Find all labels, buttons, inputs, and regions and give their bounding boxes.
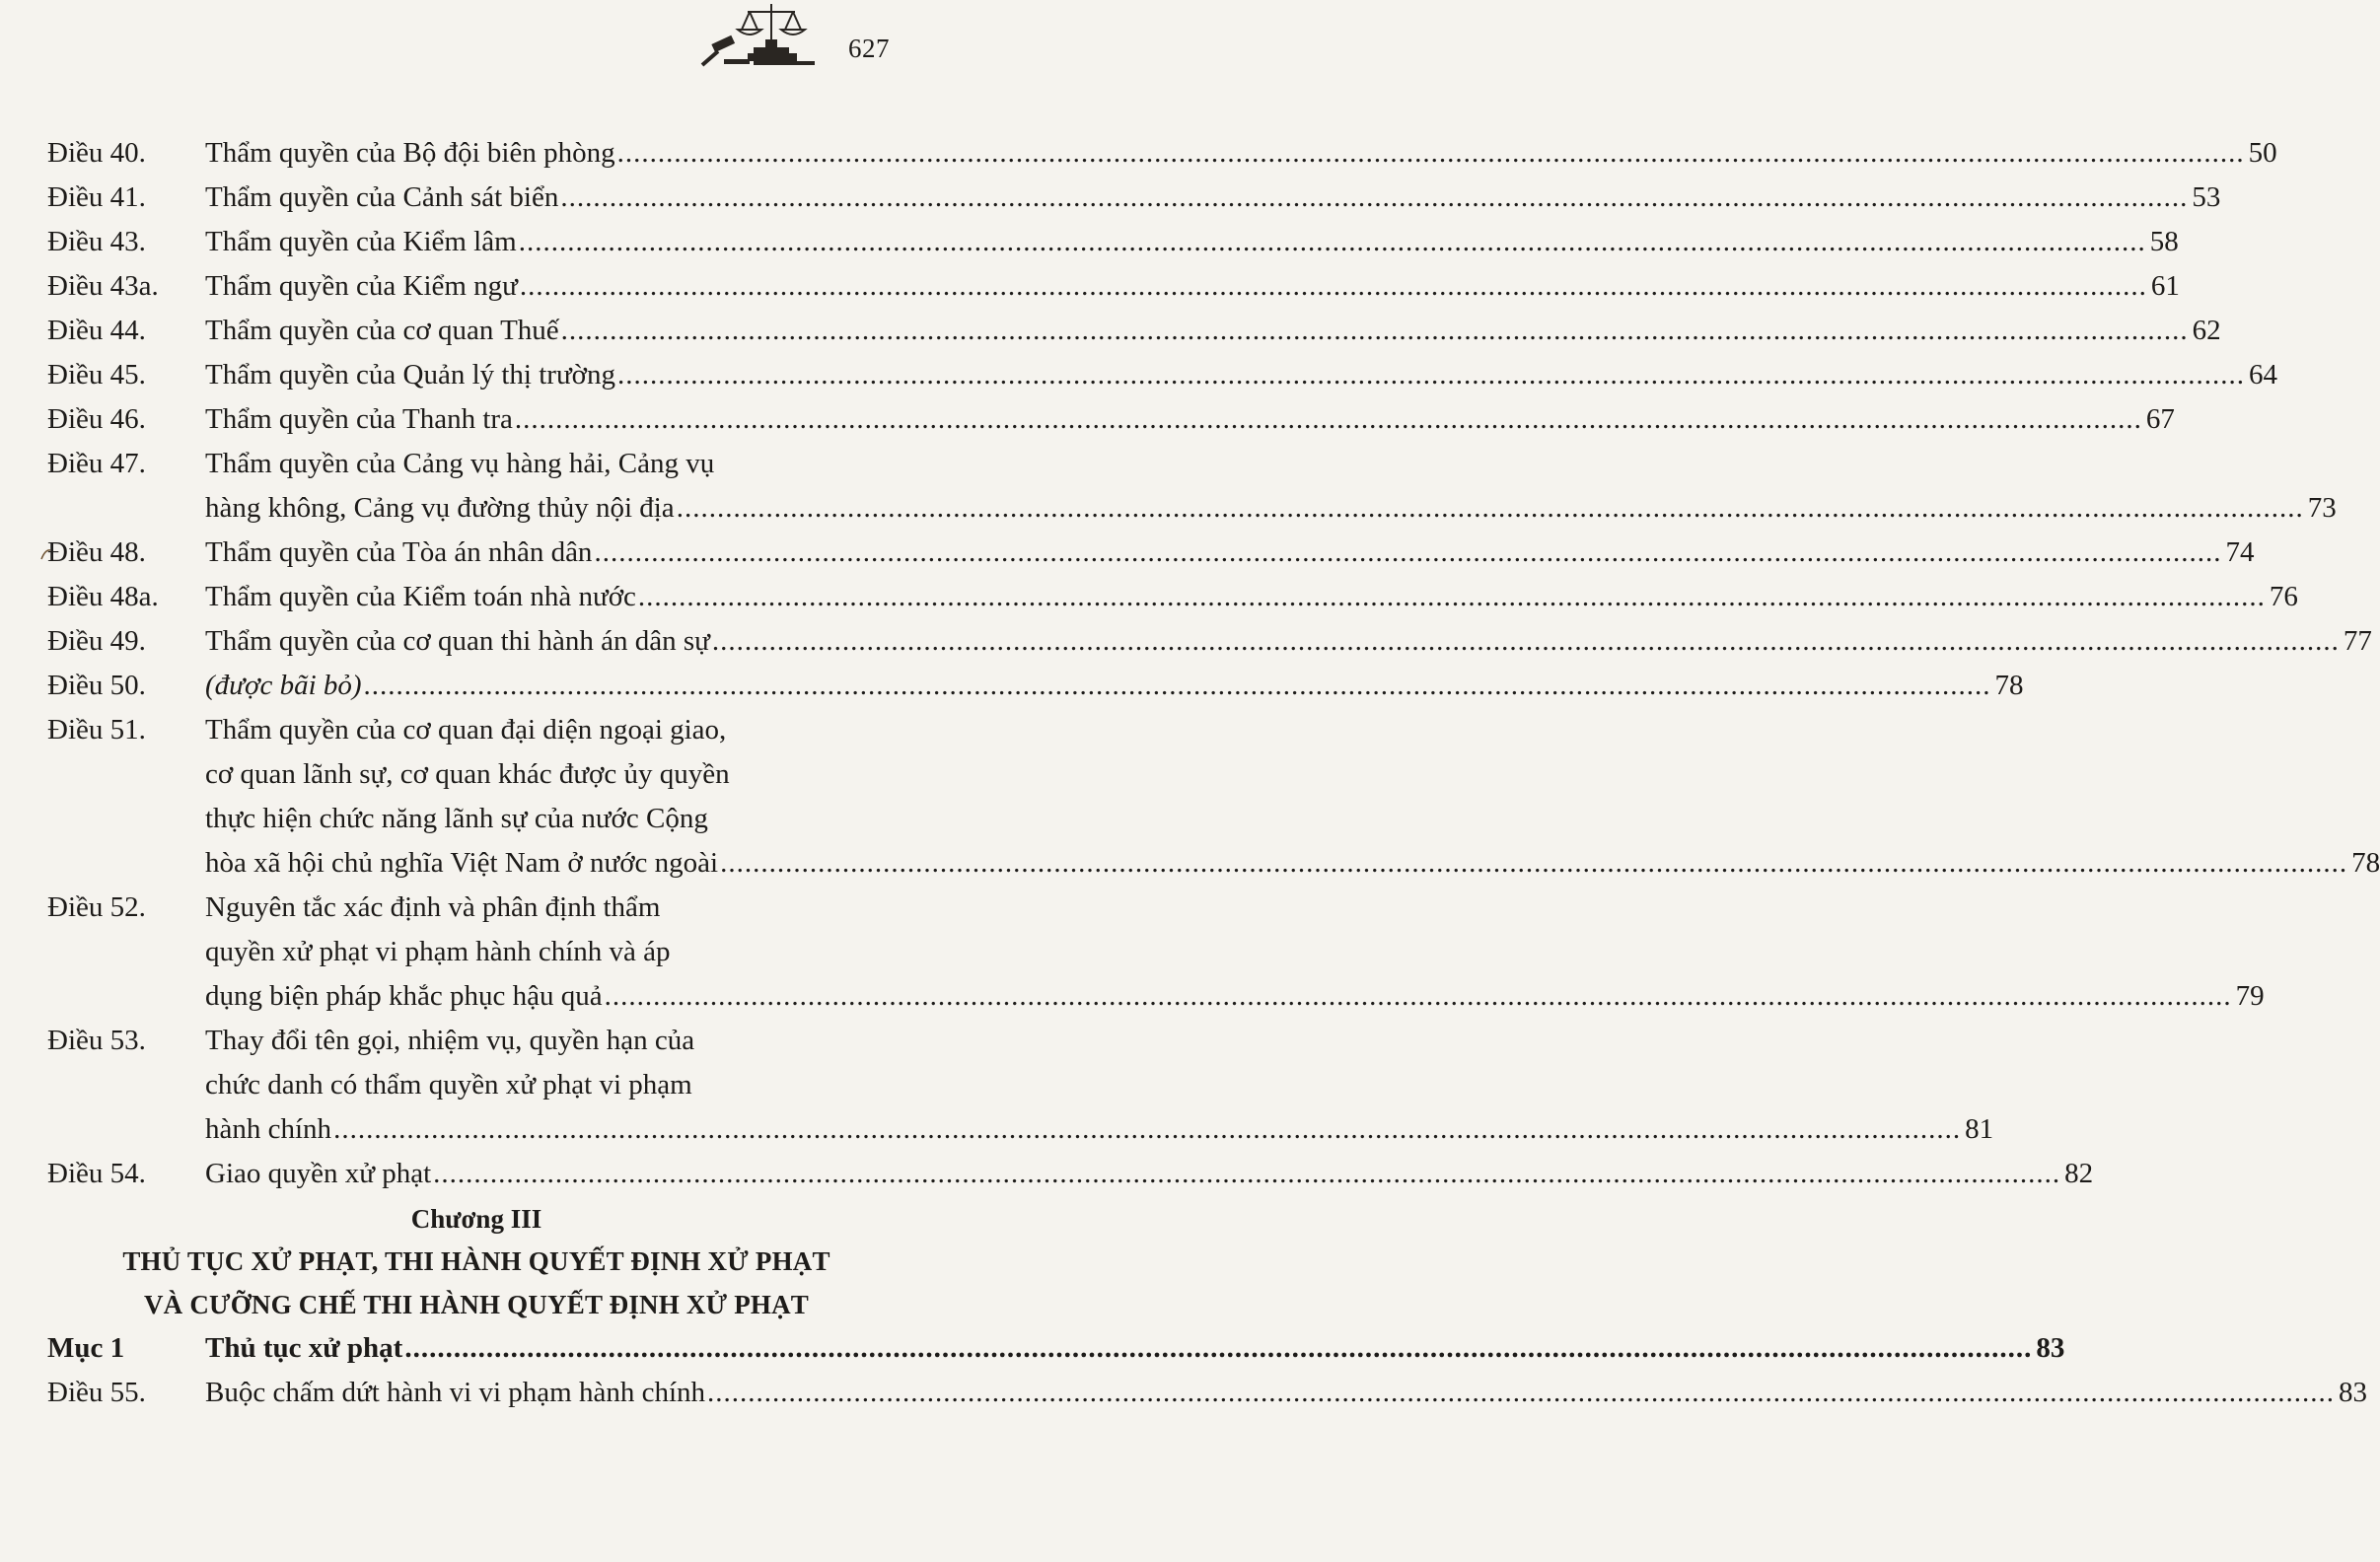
article-entry [205,353,2278,397]
page-ref: 50 [2248,137,2277,169]
chapter-heading: Chương III [410,1204,542,1234]
dot-leader: ........................................................................................................................................................................................................ [363,670,1991,701]
toc-entry-row [47,531,2255,575]
article-entry [205,397,2175,442]
dot-leader: ........................................................................................................................................................................................................ [707,1377,2336,1408]
page-ref: 81 [1965,1113,1994,1145]
article-title-line: Thẩm quyền của Bộ đội biên phòng [205,137,615,169]
dot-leader: ........................................................................................................................................................................................................ [333,1113,1962,1145]
toc-entry-row [47,220,2179,264]
toc-entry-row [47,397,2175,442]
toc-entry-row [47,176,2221,220]
article-label: Điều 53. [47,1025,146,1056]
chapter-title-line: THỦ TỤC XỬ PHẠT, THI HÀNH QUYẾT ĐỊNH XỬ PHẠT [122,1246,830,1276]
dot-leader: ........................................................................................................................................................................................................ [711,625,2340,657]
article-title-line: Nguyên tắc xác định và phân định thẩm [205,891,661,923]
article-label: Điều 47. [47,448,146,479]
article-title-line: Thẩm quyền của Quản lý thị trường [205,359,616,390]
article-title-line: hàng không, Cảng vụ đường thủy nội địa [205,492,675,524]
page-ref: 77 [2343,625,2372,657]
article-label: Điều 45. [47,359,146,390]
article-title-line: dụng biện pháp khắc phục hậu quả [205,980,603,1012]
article-label: Điều 52. [47,891,146,923]
section-entry [205,1326,2065,1371]
page-ref: 78 [1994,670,2024,701]
page-ref: 58 [2149,226,2179,257]
article-title-line: Thẩm quyền của Tòa án nhân dân [205,536,593,568]
article-label: Điều 51. [47,714,146,746]
article-title-line: (được bãi bỏ) [205,670,362,701]
article-title-line: quyền xử phạt vi phạm hành chính và áp [205,936,671,967]
dot-leader: ........................................................................................................................................................................................................ [594,536,2222,568]
article-title-line: Thẩm quyền của Kiểm toán nhà nước [205,581,636,612]
toc-entry-row [47,664,2024,708]
article-title-line: Thẩm quyền của Cảng vụ hàng hải, Cảng vụ [205,448,715,479]
page-ref: 83 [2339,1377,2368,1408]
toc-entry-row [47,619,2372,664]
article-title-line: Thẩm quyền của Thanh tra [205,403,513,435]
toc-entry-row [47,886,2265,1019]
toc-entry-row [47,442,2337,531]
page-ref: 82 [2064,1158,2094,1189]
dot-leader: ........................................................................................................................................................................................................ [518,226,2146,257]
article-label: Điều 44. [47,315,146,346]
article-label: Điều 48a. [47,581,159,612]
article-title-line: Thẩm quyền của cơ quan thi hành án dân sự [205,625,710,657]
article-entry [205,664,2024,708]
toc-entry-row [47,1019,1994,1152]
article-entry [205,220,2179,264]
toc-entry-row [47,708,2380,886]
article-entry [205,708,2380,886]
article-title-line: Thay đổi tên gọi, nhiệm vụ, quyền hạn của [205,1025,695,1056]
article-entry [205,264,2180,309]
toc-entry-row [47,264,2180,309]
article-title-line: Thẩm quyền của Kiểm lâm [205,226,517,257]
scales-of-justice-gavel-icon [694,0,829,75]
article-entry [205,442,2337,531]
dot-leader: ........................................................................................................................................................................................................ [519,270,2147,302]
article-title-line: Buộc chấm dứt hành vi vi phạm hành chính [205,1377,706,1408]
article-label: Điều 55. [47,1377,146,1408]
dot-leader: ........................................................................................................................................................................................................ [604,980,2232,1012]
article-title-line: Thẩm quyền của Cảnh sát biển [205,181,559,213]
section-page-ref: 83 [2036,1332,2065,1364]
article-title-line: cơ quan lãnh sự, cơ quan khác được ủy quyền [205,758,730,790]
dot-leader: ........................................................................................................................................................................................................ [404,1332,2033,1364]
dot-leader: ........................................................................................................................................................................................................ [616,137,2245,169]
article-entry [205,886,2265,1019]
article-title-line: chức danh có thẩm quyền xử phạt vi phạm [205,1069,692,1100]
page-ref: 53 [2192,181,2221,213]
article-title-line: thực hiện chức năng lãnh sự của nước Cộng [205,803,708,834]
toc-entry-row [47,1371,2368,1415]
article-label: Điều 54. [47,1158,146,1189]
page-ref: 76 [2269,581,2298,612]
table-of-contents [47,131,2380,1415]
page-ref: 62 [2192,315,2221,346]
toc-entry-row [47,131,2277,176]
article-title-line: Thẩm quyền của cơ quan đại diện ngoại giao, [205,714,727,746]
article-label: Điều 43a. [47,270,159,302]
article-title-line: Giao quyền xử phạt [205,1158,432,1189]
section-label: Mục 1 [47,1332,125,1364]
article-title-line: Thẩm quyền của Kiểm ngư [205,270,518,302]
article-title-line: hành chính [205,1113,332,1145]
toc-entry-row [47,309,2221,353]
toc-entry-row [47,1152,2094,1196]
page-ref: 67 [2145,403,2175,435]
dot-leader: ........................................................................................................................................................................................................ [676,492,2304,524]
article-title-line: Thẩm quyền của cơ quan Thuế [205,315,559,346]
article-title-line: hòa xã hội chủ nghĩa Việt Nam ở nước ngoài [205,847,719,879]
page-ref: 64 [2249,359,2278,390]
dot-leader: ........................................................................................................................................................................................................ [514,403,2142,435]
article-entry [205,131,2277,176]
page-ref: 78 [2351,847,2380,879]
article-label: Điều 48. [47,536,146,568]
article-entry [205,575,2298,619]
article-label: Điều 46. [47,403,146,435]
article-entry [205,619,2372,664]
page-ref: 74 [2225,536,2255,568]
article-label: Điều 50. [47,670,146,701]
toc-entry-row [47,575,2298,619]
article-label: Điều 40. [47,137,146,169]
article-label: Điều 41. [47,181,146,213]
article-entry [205,1019,1994,1152]
dot-leader: ........................................................................................................................................................................................................ [560,181,2189,213]
section-title: Thủ tục xử phạt [205,1332,403,1364]
page-number: 627 [848,34,890,63]
toc-entry-row [47,353,2278,397]
article-label: Điều 43. [47,226,146,257]
page-ref: 61 [2150,270,2180,302]
dot-leader: ........................................................................................................................................................................................................ [560,315,2189,346]
dot-leader: ........................................................................................................................................................................................................ [433,1158,2061,1189]
article-entry [205,1371,2368,1415]
page-ref: 79 [2235,980,2265,1012]
dot-leader: ........................................................................................................................................................................................................ [617,359,2246,390]
chapter-title-line: VÀ CƯỠNG CHẾ THI HÀNH QUYẾT ĐỊNH XỬ PHẠT [143,1290,810,1319]
article-entry [205,176,2221,220]
article-entry [205,531,2255,575]
page-ref: 73 [2307,492,2337,524]
dot-leader: ........................................................................................................................................................................................................ [720,847,2348,879]
section-row [47,1326,2065,1371]
article-entry [205,309,2221,353]
article-label: Điều 49. [47,625,146,657]
dot-leader: ........................................................................................................................................................................................................ [637,581,2266,612]
article-entry [205,1152,2094,1196]
